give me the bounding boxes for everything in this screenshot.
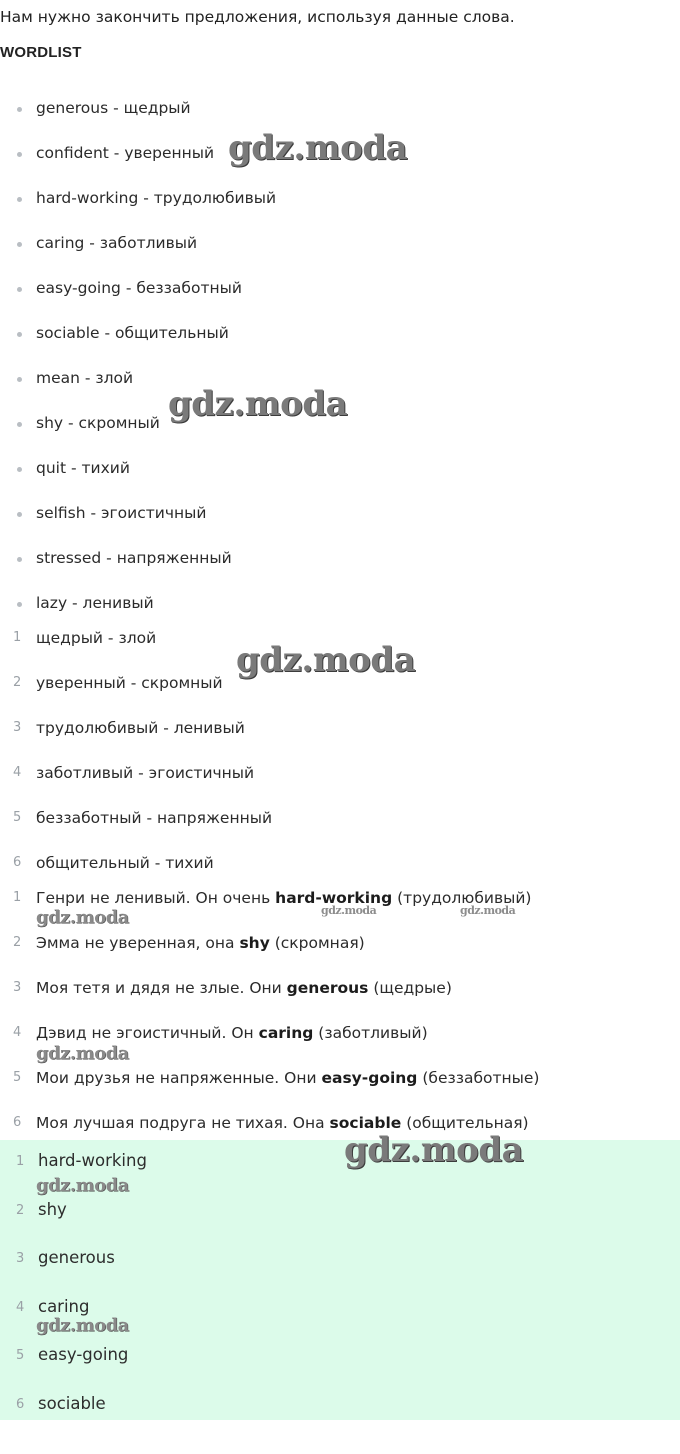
list-item-text: беззаботный - напряженный	[36, 809, 273, 827]
answer-word: caring	[258, 1024, 314, 1042]
bullet-icon	[17, 512, 22, 517]
watermark-logo: gdz.moda	[168, 384, 348, 424]
list-item	[0, 806, 680, 851]
list-item-text: easy-going - беззаботный	[36, 279, 242, 297]
answer-item	[0, 1237, 680, 1286]
item-number: 1	[13, 630, 22, 645]
answer-item	[0, 1334, 680, 1383]
answer-text: easy-going	[38, 1345, 129, 1364]
sentence-text: Мои друзья не напряженные. Они easy-going (беззаботные)	[36, 1069, 540, 1087]
item-number: 5	[13, 1070, 22, 1085]
watermark-logo: gdz.moda	[321, 904, 377, 917]
item-number: 4	[16, 1299, 25, 1315]
list-item	[0, 276, 680, 321]
watermark-logo: gdz.moda	[236, 640, 416, 680]
item-number: 5	[13, 810, 22, 825]
sentence-text: Генри не ленивый. Он очень hard-working (трудолюбивый)	[36, 889, 532, 907]
item-number: 5	[16, 1348, 25, 1363]
list-item-text: stressed - напряженный	[36, 549, 232, 567]
watermark-logo: gdz.moda	[36, 1175, 129, 1196]
answer-text: caring	[38, 1296, 90, 1316]
list-item-text: щедрый - злой	[36, 629, 157, 647]
bullet-icon	[17, 197, 22, 202]
item-number: 1	[16, 1154, 25, 1169]
item-number: 1	[13, 890, 22, 905]
list-item	[0, 321, 680, 366]
list-item-text: shy - скромный	[36, 414, 160, 432]
wordlist-heading: WORDLIST	[0, 44, 82, 61]
bullet-icon	[17, 422, 22, 427]
item-number: 6	[13, 1115, 22, 1130]
sentence-text: Моя тетя и дядя не злые. Они generous (щедрые)	[36, 979, 452, 997]
answer-word: hard-working	[275, 889, 393, 907]
sentence-text: Дэвид не эгоистичный. Он caring (заботливый)	[36, 1024, 428, 1042]
list-item-text: selfish - эгоистичный	[36, 504, 207, 522]
bullet-icon	[17, 242, 22, 247]
item-number: 3	[16, 1251, 25, 1266]
item-number: 2	[13, 935, 22, 950]
list-item-text: caring - заботливый	[36, 234, 198, 252]
bullet-icon	[17, 287, 22, 292]
bullet-icon	[17, 602, 22, 607]
list-item-text: lazy - ленивый	[36, 594, 154, 612]
bullet-icon	[17, 557, 22, 562]
answer-text: sociable	[38, 1393, 106, 1413]
watermark-logo: gdz.moda	[344, 1130, 524, 1170]
list-item	[0, 501, 680, 546]
list-item	[0, 546, 680, 591]
answer-word: easy-going	[321, 1069, 418, 1087]
list-item-text: sociable - общительный	[36, 324, 229, 342]
wordlist	[0, 96, 680, 636]
list-item-text: общительный - тихий	[36, 854, 214, 872]
intro-text: Нам нужно закончить предложения, используя данные слова.	[0, 8, 515, 26]
list-item	[0, 456, 680, 501]
answer-word: sociable	[329, 1114, 402, 1132]
answer-text: hard-working	[38, 1151, 147, 1170]
bullet-icon	[17, 377, 22, 382]
item-number: 6	[16, 1396, 25, 1412]
list-item-text: mean - злой	[36, 369, 134, 387]
watermark-logo: gdz.moda	[36, 907, 129, 928]
answer-item	[0, 1383, 680, 1432]
sentence-item	[0, 1066, 680, 1111]
sentence-item	[0, 931, 680, 976]
bullet-icon	[17, 107, 22, 112]
list-item-text: уверенный - скромный	[36, 674, 223, 692]
list-item-text: hard-working - трудолюбивый	[36, 189, 277, 207]
sentence-item	[0, 976, 680, 1021]
list-item-text: заботливый - эгоистичный	[36, 764, 255, 782]
list-item-text: quit - тихий	[36, 459, 130, 477]
sentence-text: Моя лучшая подруга не тихая. Она sociable (общительная)	[36, 1114, 529, 1132]
sentence-text: Эмма не уверенная, она shy (скромная)	[36, 934, 365, 952]
list-item	[0, 716, 680, 761]
list-item-text: generous - щедрый	[36, 99, 191, 117]
item-number: 2	[16, 1202, 25, 1218]
watermark-logo: gdz.moda	[228, 128, 408, 168]
watermark-logo: gdz.moda	[460, 904, 516, 917]
item-number: 4	[13, 1025, 22, 1040]
item-number: 2	[13, 675, 22, 690]
watermark-logo: gdz.moda	[36, 1315, 129, 1336]
item-number: 3	[13, 980, 22, 995]
list-item-text: confident - уверенный	[36, 144, 215, 162]
bullet-icon	[17, 152, 22, 157]
answer-word: shy	[239, 934, 270, 952]
answer-text: shy	[38, 1199, 67, 1219]
bullet-icon	[17, 332, 22, 337]
watermark-logo: gdz.moda	[36, 1043, 129, 1064]
answer-text: generous	[38, 1248, 115, 1267]
list-item	[0, 186, 680, 231]
item-number: 4	[13, 765, 22, 780]
answer-word: generous	[286, 979, 369, 997]
list-item-text: трудолюбивый - ленивый	[36, 719, 245, 737]
list-item	[0, 231, 680, 276]
item-number: 6	[13, 855, 22, 870]
bullet-icon	[17, 467, 22, 472]
list-item	[0, 761, 680, 806]
item-number: 3	[13, 720, 22, 735]
